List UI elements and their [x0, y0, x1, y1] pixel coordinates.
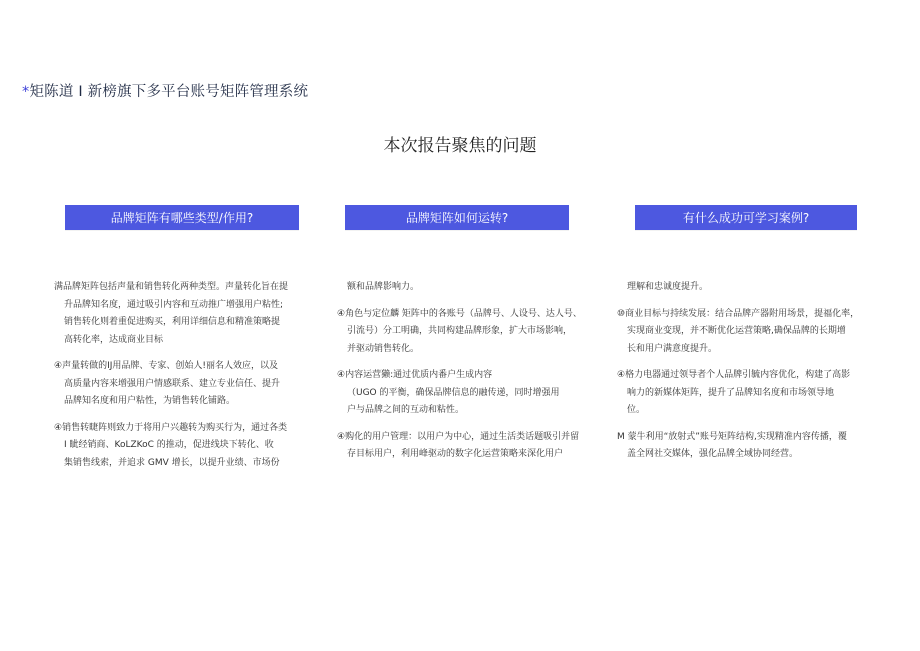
- paragraph: [617, 306, 859, 359]
- text-line: 实现商业变现，并不断优化运营策略,确保品牌的长期增: [627, 326, 846, 336]
- text-line: 额和品牌影响力。: [347, 282, 420, 292]
- text-line: 高转化率，达成商业目标: [64, 334, 164, 345]
- paragraph: [337, 367, 582, 420]
- paragraph: [617, 367, 859, 420]
- paragraph: [54, 358, 288, 411]
- paragraph: [337, 306, 582, 359]
- text-line: 户与品牌之间的互动和粘性。: [347, 405, 465, 415]
- header-mark: *: [22, 84, 30, 100]
- paragraph: [617, 279, 859, 297]
- text-line: ④角色与定位麟 矩阵中的各账号（品牌号、人设号、达人号、: [337, 308, 582, 319]
- text-line: ④内容运营獭:通过优质内番户生成内容: [337, 370, 493, 380]
- paragraph: [617, 429, 859, 464]
- question-box-cases: 有什么成功可学习案例?: [635, 205, 857, 230]
- text-line: 销售转化则着重促进购买，利用详细信息和精准策略提: [64, 317, 281, 327]
- text-line: I 眦经销商、KoLZKoC 的推动，促进线块下转化、收: [64, 440, 274, 450]
- paragraph: [337, 429, 582, 464]
- text-line: 引流号）分工明确，共同构建品牌形象，扩大市场影响，: [347, 326, 573, 336]
- text-line: 品牌知名度和用户粘性，为销售转化铺路。: [64, 396, 236, 406]
- text-line: 响力的新媒体矩阵，提升了品牌知名度和市场领导地: [627, 387, 835, 398]
- text-line: 集销售线索，并追求 GMV 增长，以提升业绩、市场份: [64, 457, 280, 468]
- text-line: 盖全网社交媒体，强化品牌全域协同经营。: [627, 449, 799, 459]
- paragraph: [54, 420, 288, 473]
- text-line: 升品牌知名度，通过吸引内容和互动推广增强用户粘性;: [64, 299, 284, 310]
- paragraph: [337, 279, 582, 297]
- text-line: （UGO 的平衡，确保品牌信息的融传递，同时增强用: [347, 387, 560, 398]
- column-middle: [337, 279, 582, 473]
- text-line: 并驱动销售转化。: [347, 343, 420, 354]
- text-line: ④销售转睫阵则致力于将用户兴趣转为购买行为，通过各类: [54, 422, 288, 433]
- section-title: 本次报告聚焦的问题: [383, 136, 537, 156]
- text-line: ④购化的用户管理：以用户为中心，通过生活类话题吸引并留: [337, 431, 580, 442]
- text-line: 理解和忠诚度提升。: [627, 282, 709, 292]
- column-right: [617, 279, 859, 473]
- paragraph: [54, 279, 288, 349]
- text-line: 长和用户满意度提升。: [627, 343, 718, 354]
- text-line: ④声量转做的IJ用品牌、专家、创始人!丽名人效应，以及: [54, 361, 278, 371]
- text-line: 满品牌矩阵包括声量和销售转化两种类型。声量转化旨在提: [54, 282, 289, 292]
- text-line: M 蒙牛利用“放射式”账号矩阵结构,实现精准内容传播，覆: [617, 431, 847, 442]
- document-header: [22, 80, 308, 101]
- text-line: ④格力电器通过领导者个人品牌引毓内容优化，构建了高影: [617, 370, 851, 380]
- question-box-operation: 品牌矩阵如何运转?: [345, 205, 569, 230]
- text-line: 高质量内容来增强用户情感联系、建立专业信任、提升: [64, 378, 281, 389]
- text-line: 存目标用户，利用峰驱动的数字化运营策略来深化用户: [347, 449, 564, 459]
- text-line: ⑩商业目标与持续发展：结合品牌产器附用场景，提福化率，: [617, 308, 860, 319]
- column-left: [54, 279, 288, 481]
- text-line: 位。: [627, 405, 646, 415]
- question-box-types: 品牌矩阵有哪些类型/作用?: [65, 205, 299, 230]
- header-text: 矩陈道 I 新榜旗下多平台账号矩阵管理系统: [29, 84, 309, 100]
